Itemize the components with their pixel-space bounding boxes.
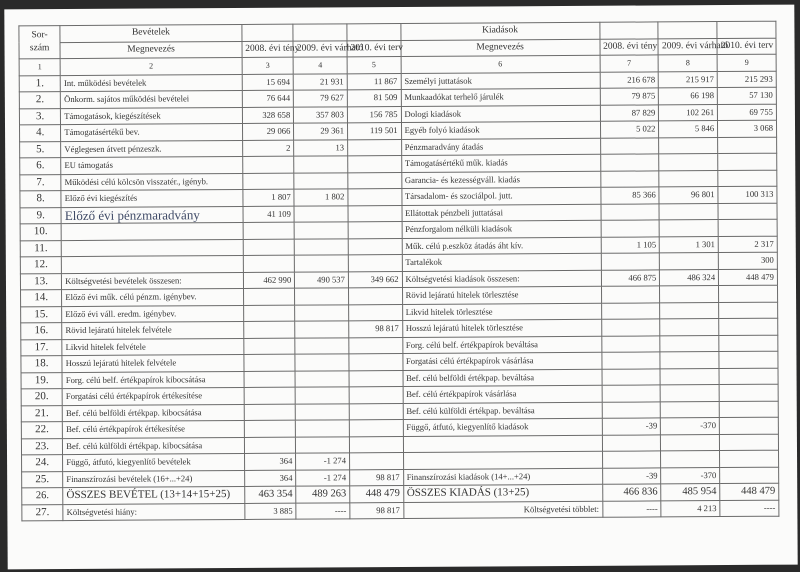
row-number: 8. bbox=[20, 191, 61, 208]
row-number: 15. bbox=[21, 306, 62, 323]
income-name: Előző évi kiegészítés bbox=[61, 189, 243, 207]
row-number: 6. bbox=[20, 158, 61, 175]
income-2008-header: 2008. évi tény bbox=[242, 41, 294, 58]
income-name bbox=[61, 239, 243, 257]
expense-name bbox=[403, 435, 602, 453]
expense-2010 bbox=[719, 401, 778, 418]
income-name: Önkorm. sajátos működési bevételei bbox=[61, 90, 243, 108]
income-2009: 1 802 bbox=[294, 189, 348, 206]
income-2009: -1 274 bbox=[296, 453, 350, 470]
expense-name: Támogatásértékű műk. kiadás bbox=[401, 154, 600, 172]
row-number: 26. bbox=[22, 488, 63, 505]
income-2008 bbox=[244, 371, 296, 388]
income-2009: -1 274 bbox=[296, 469, 350, 486]
income-name: EU támogatás bbox=[61, 156, 243, 174]
income-2008 bbox=[244, 420, 296, 437]
income-2010 bbox=[349, 386, 403, 403]
expense-2008 bbox=[600, 170, 659, 187]
income-2009: 79 627 bbox=[294, 90, 348, 107]
expense-2009: 66 198 bbox=[659, 88, 718, 105]
expense-2009 bbox=[661, 434, 720, 451]
expense-name: Bef. célú értékpapírok vásárlása bbox=[403, 385, 602, 403]
expense-2010 bbox=[718, 137, 777, 154]
expense-2010: ---- bbox=[720, 500, 779, 517]
income-2008: 76 644 bbox=[242, 90, 294, 107]
income-name: Támogatások, kiegészítések bbox=[61, 107, 243, 125]
scanned-page bbox=[4, 5, 797, 570]
row-number: 23. bbox=[21, 438, 62, 455]
income-name: Finanszírozási bevételek (16+...+24) bbox=[63, 470, 245, 488]
income-name bbox=[61, 222, 243, 240]
expense-name bbox=[403, 451, 602, 469]
expense-name: Forgatási célú értékpapírok vásárlása bbox=[402, 352, 601, 370]
expense-2008 bbox=[600, 137, 659, 154]
expense-2010: 448 479 bbox=[720, 483, 779, 500]
column-number: 7 bbox=[600, 55, 659, 72]
expense-name: Költségvetési többlet: bbox=[403, 501, 602, 519]
expense-2008: 466 836 bbox=[602, 484, 661, 501]
income-name: Függő, átfutó, kiegyenlítő bevételek bbox=[63, 453, 245, 471]
row-number: 22. bbox=[21, 422, 62, 439]
expense-2008 bbox=[602, 451, 661, 468]
income-2010 bbox=[349, 436, 403, 453]
income-2009 bbox=[294, 172, 348, 189]
expense-name: Bef. célú belföldi értékpap. beváltása bbox=[403, 369, 602, 387]
row-number: 12. bbox=[20, 257, 61, 274]
expense-2010: 69 755 bbox=[718, 104, 777, 121]
expense-2009: -370 bbox=[661, 418, 720, 435]
expense-2010 bbox=[719, 384, 778, 401]
income-2008: 2 bbox=[242, 140, 294, 157]
expense-name: Ellátottak pénzbeli juttatásai bbox=[402, 204, 601, 222]
income-2009: ---- bbox=[296, 502, 350, 519]
expense-2008 bbox=[601, 302, 660, 319]
income-2008: 15 694 bbox=[242, 74, 294, 91]
income-name: Rövid lejáratú hitelek felvétele bbox=[62, 321, 244, 339]
row-number: 27. bbox=[22, 504, 63, 521]
income-2009-header: 2009. évi várható bbox=[293, 40, 347, 57]
income-2009: 29 361 bbox=[294, 123, 348, 140]
expense-2010: 3 068 bbox=[718, 120, 777, 137]
income-2008 bbox=[244, 338, 296, 355]
income-2009 bbox=[295, 387, 349, 404]
row-number: 19. bbox=[21, 372, 62, 389]
income-2010 bbox=[349, 403, 403, 420]
income-2008 bbox=[243, 222, 295, 239]
income-2008 bbox=[242, 156, 294, 173]
row-number: 10. bbox=[20, 224, 61, 241]
expense-2010: 300 bbox=[718, 252, 777, 269]
table-row bbox=[22, 500, 779, 521]
expense-2010 bbox=[719, 302, 778, 319]
row-number: 4. bbox=[20, 125, 61, 142]
income-2009 bbox=[295, 337, 349, 354]
expense-2009 bbox=[660, 253, 719, 270]
expense-2009 bbox=[660, 319, 719, 336]
expense-2009 bbox=[661, 401, 720, 418]
expense-2009: 1 301 bbox=[660, 236, 719, 253]
row-number: 20. bbox=[21, 389, 62, 406]
expense-2009 bbox=[659, 203, 718, 220]
income-2010: 156 785 bbox=[347, 106, 401, 123]
income-2009 bbox=[294, 156, 348, 173]
row-number: 13. bbox=[20, 273, 61, 290]
income-name: Költségvetési bevételek összesen: bbox=[62, 272, 244, 290]
expense-name: Pénzforgalom nélküli kiadások bbox=[402, 220, 601, 238]
income-name: Hosszú lejáratú hitelek felvétele bbox=[62, 354, 244, 372]
expense-2008 bbox=[601, 203, 660, 220]
expense-2010 bbox=[719, 417, 778, 434]
expense-2010 bbox=[720, 434, 779, 451]
expense-2008: 1 105 bbox=[601, 236, 660, 253]
income-name: Int. működési bevételek bbox=[60, 74, 242, 92]
expense-2010 bbox=[719, 335, 778, 352]
income-name: Likvid hitelek felvétele bbox=[62, 338, 244, 356]
income-2009: 21 931 bbox=[294, 73, 348, 90]
expense-2010 bbox=[719, 368, 778, 385]
expense-2009 bbox=[660, 352, 719, 369]
row-number: 14. bbox=[21, 290, 62, 307]
income-2008 bbox=[243, 173, 295, 190]
expense-name: ÖSSZES KIADÁS (13+25) bbox=[403, 484, 602, 502]
expense-2008: 466 875 bbox=[601, 269, 660, 286]
income-2009 bbox=[294, 205, 348, 222]
income-2008: 3 885 bbox=[245, 503, 297, 520]
expense-2009: 215 917 bbox=[659, 71, 718, 88]
income-name: Támogatásértékű bev. bbox=[61, 123, 243, 141]
expense-2008 bbox=[601, 335, 660, 352]
income-2010: 81 509 bbox=[347, 89, 401, 106]
expense-name: Garancia- és kezességváll. kiadás bbox=[401, 171, 600, 189]
expense-2010: 448 479 bbox=[719, 269, 778, 286]
row-number: 7. bbox=[20, 174, 61, 191]
expense-name-header: Megnevezés bbox=[401, 39, 600, 57]
expense-2009: 4 213 bbox=[661, 500, 720, 517]
row-number: 11. bbox=[20, 240, 61, 257]
income-2009 bbox=[295, 288, 349, 305]
income-group-header: Bevételek bbox=[60, 24, 242, 42]
income-2010: 98 817 bbox=[350, 502, 404, 519]
expense-name: Rövid lejáratú hitelek törlesztése bbox=[402, 286, 601, 304]
income-name: Előző évi műk. célú pénzm. igénybev. bbox=[62, 288, 244, 306]
income-2010: 349 662 bbox=[348, 271, 402, 288]
expense-2010 bbox=[718, 170, 777, 187]
income-2010: 119 501 bbox=[347, 122, 401, 139]
expense-2010: 100 313 bbox=[718, 186, 777, 203]
expense-2010 bbox=[720, 450, 779, 467]
income-2008 bbox=[243, 239, 295, 256]
expense-2009 bbox=[659, 220, 718, 237]
income-2009 bbox=[295, 354, 349, 371]
row-number: 25. bbox=[22, 471, 63, 488]
expense-2009 bbox=[660, 286, 719, 303]
income-2010 bbox=[349, 419, 403, 436]
income-2009: 490 537 bbox=[295, 271, 349, 288]
income-2010-header: 2010. évi terv bbox=[347, 40, 401, 57]
expense-2008 bbox=[602, 368, 661, 385]
income-2008: 41 109 bbox=[243, 206, 295, 223]
income-2010: 448 479 bbox=[350, 485, 404, 502]
expense-name: Hosszú lejáratú hitelek törlesztése bbox=[402, 319, 601, 337]
income-2010 bbox=[348, 139, 402, 156]
income-2010 bbox=[349, 370, 403, 387]
row-number: 1. bbox=[19, 75, 60, 92]
income-name: Forgatási célú értékpapírok értékesítése bbox=[62, 387, 244, 405]
income-2010 bbox=[349, 337, 403, 354]
expense-2009 bbox=[659, 170, 718, 187]
expense-2009 bbox=[660, 368, 719, 385]
expense-2009: 102 261 bbox=[659, 104, 718, 121]
income-name: Bef. célú belföldi értékpap. kibocsátása bbox=[62, 404, 244, 422]
expense-2009 bbox=[659, 137, 718, 154]
expense-2010 bbox=[718, 153, 777, 170]
income-2008 bbox=[243, 305, 295, 322]
expense-2008: -39 bbox=[602, 418, 661, 435]
expense-2008 bbox=[602, 401, 661, 418]
row-number: 24. bbox=[22, 455, 63, 472]
row-number: 16. bbox=[21, 323, 62, 340]
expense-2010: 57 130 bbox=[717, 87, 776, 104]
income-2009 bbox=[295, 304, 349, 321]
income-name: Költségvetési hiány: bbox=[63, 503, 245, 521]
expense-2008: 79 875 bbox=[600, 88, 659, 105]
expense-name: Likvid hitelek törlesztése bbox=[402, 303, 601, 321]
income-2009 bbox=[295, 321, 349, 338]
income-2010 bbox=[349, 304, 403, 321]
income-2008 bbox=[243, 288, 295, 305]
expense-name: Függő, átfutó, kiegyenlítő kiadások bbox=[403, 418, 602, 436]
expense-2009 bbox=[660, 302, 719, 319]
income-2008: 462 990 bbox=[243, 272, 295, 289]
expense-2010 bbox=[720, 467, 779, 484]
expense-2009 bbox=[660, 335, 719, 352]
income-2009 bbox=[295, 238, 349, 255]
income-2008 bbox=[244, 437, 296, 454]
table-body bbox=[19, 71, 779, 521]
income-2010 bbox=[348, 155, 402, 172]
column-number: 5 bbox=[347, 56, 401, 73]
income-name-header: Megnevezés bbox=[60, 41, 242, 59]
expense-name: Költségvetési kiadások összesen: bbox=[402, 270, 601, 288]
expense-2010-header: 2010. évi terv bbox=[717, 38, 776, 55]
expense-2008 bbox=[600, 154, 659, 171]
income-2010: 11 867 bbox=[347, 73, 401, 90]
expense-2008: 85 366 bbox=[601, 187, 660, 204]
income-2009: 489 263 bbox=[296, 486, 350, 503]
income-2009 bbox=[296, 436, 350, 453]
expense-2008: ---- bbox=[602, 500, 661, 517]
income-name: Bef. célú értékpapírok értékesítése bbox=[63, 420, 245, 438]
expense-name: Forg. célú belf. értékpapírok beváltása bbox=[402, 336, 601, 354]
expense-2010 bbox=[718, 219, 777, 236]
expense-2008 bbox=[602, 434, 661, 451]
income-2010: 98 817 bbox=[349, 320, 403, 337]
expense-2009 bbox=[659, 154, 718, 171]
row-number: 21. bbox=[21, 405, 62, 422]
expense-2008 bbox=[601, 319, 660, 336]
sorszam-header: Sor- szám bbox=[19, 26, 60, 59]
income-2008 bbox=[243, 255, 295, 272]
income-2010 bbox=[348, 205, 402, 222]
income-2009 bbox=[295, 370, 349, 387]
income-2008 bbox=[243, 321, 295, 338]
expense-name: Tartalékok bbox=[402, 253, 601, 271]
income-2008: 1 807 bbox=[243, 189, 295, 206]
income-2010 bbox=[348, 287, 402, 304]
expense-2010 bbox=[719, 285, 778, 302]
income-2008 bbox=[244, 404, 296, 421]
income-2008: 364 bbox=[244, 453, 296, 470]
expense-2009: 96 801 bbox=[659, 187, 718, 204]
expense-2008 bbox=[602, 352, 661, 369]
budget-table bbox=[18, 21, 779, 522]
row-number: 3. bbox=[19, 108, 60, 125]
expense-name: Bef. célú külföldi értékpap. beváltása bbox=[403, 402, 602, 420]
column-number: 2 bbox=[60, 57, 242, 75]
expense-2009 bbox=[660, 385, 719, 402]
expense-2008 bbox=[601, 220, 660, 237]
income-2010 bbox=[349, 452, 403, 469]
expense-group-header: Kiadások bbox=[400, 22, 599, 40]
expense-name: Munkaadókat terhelő járulék bbox=[401, 88, 600, 106]
expense-2010 bbox=[719, 318, 778, 335]
income-2008: 364 bbox=[244, 470, 296, 487]
income-name: Forg. célú belf. értékpapírok kibocsátása bbox=[62, 371, 244, 389]
income-2010 bbox=[348, 172, 402, 189]
column-number: 1 bbox=[19, 59, 60, 76]
row-number: 17. bbox=[21, 339, 62, 356]
expense-2009: -370 bbox=[661, 467, 720, 484]
expense-2008: -39 bbox=[602, 467, 661, 484]
income-2008: 463 354 bbox=[244, 486, 296, 503]
income-2009 bbox=[296, 403, 350, 420]
income-name: ÖSSZES BEVÉTEL (13+14+15+25) bbox=[63, 486, 245, 504]
expense-2009-header: 2009. évi várható bbox=[658, 38, 717, 55]
expense-2009 bbox=[661, 451, 720, 468]
expense-2010 bbox=[718, 203, 777, 220]
row-number: 5. bbox=[20, 141, 61, 158]
expense-2010: 2 317 bbox=[718, 236, 777, 253]
expense-2008 bbox=[601, 253, 660, 270]
row-number: 9. bbox=[20, 207, 61, 224]
income-2009 bbox=[296, 420, 350, 437]
income-2010 bbox=[348, 221, 402, 238]
row-number: 2. bbox=[19, 92, 60, 109]
column-number: 6 bbox=[401, 55, 600, 73]
expense-2009: 485 954 bbox=[661, 484, 720, 501]
expense-2008: 216 678 bbox=[600, 71, 659, 88]
expense-name: Pénzmaradvány átadás bbox=[401, 138, 600, 156]
income-2010 bbox=[349, 353, 403, 370]
column-number: 4 bbox=[293, 57, 347, 74]
income-2008: 328 658 bbox=[242, 107, 294, 124]
expense-2010: 215 293 bbox=[717, 71, 776, 88]
income-name: Működési célú kölcsön visszatér., igényb. bbox=[61, 173, 243, 191]
expense-name: Társadalom- és szociálpol. jutt. bbox=[401, 187, 600, 205]
expense-2008 bbox=[601, 286, 660, 303]
expense-2008-header: 2008. évi tény bbox=[600, 38, 659, 55]
income-2009 bbox=[295, 255, 349, 272]
column-number: 8 bbox=[658, 55, 717, 72]
column-number: 9 bbox=[717, 54, 776, 71]
income-2010 bbox=[348, 238, 402, 255]
expense-2008: 87 829 bbox=[600, 104, 659, 121]
column-number: 3 bbox=[242, 57, 294, 74]
expense-2009: 486 324 bbox=[660, 269, 719, 286]
expense-name: Műk. célú p.eszköz átadás áht kív. bbox=[402, 237, 601, 255]
income-2008 bbox=[244, 354, 296, 371]
income-name: Előző évi váll. eredm. igénybev. bbox=[62, 305, 244, 323]
expense-2008 bbox=[602, 385, 661, 402]
income-2008: 29 066 bbox=[242, 123, 294, 140]
income-2009: 357 803 bbox=[294, 106, 348, 123]
income-2009 bbox=[294, 222, 348, 239]
income-2010 bbox=[348, 254, 402, 271]
expense-name: Finanszírozási kiadások (14+...+24) bbox=[403, 468, 602, 486]
expense-2010 bbox=[719, 351, 778, 368]
expense-2009: 5 846 bbox=[659, 121, 718, 138]
row-number: 18. bbox=[21, 356, 62, 373]
expense-2008: 5 022 bbox=[600, 121, 659, 138]
expense-name: Egyéb folyó kiadások bbox=[401, 121, 600, 139]
expense-name: Dologi kiadások bbox=[401, 105, 600, 123]
expense-name: Személyi juttatások bbox=[401, 72, 600, 90]
income-name: Előző évi pénzmaradvány bbox=[61, 206, 243, 224]
income-name bbox=[62, 255, 244, 273]
income-2010 bbox=[348, 188, 402, 205]
income-2010: 98 817 bbox=[350, 469, 404, 486]
income-2009: 13 bbox=[294, 139, 348, 156]
income-name: Véglegesen átvett pénzeszk. bbox=[61, 140, 243, 158]
income-2008 bbox=[244, 387, 296, 404]
income-name: Bef. célú külföldi értékpap. kibocsátása bbox=[63, 437, 245, 455]
